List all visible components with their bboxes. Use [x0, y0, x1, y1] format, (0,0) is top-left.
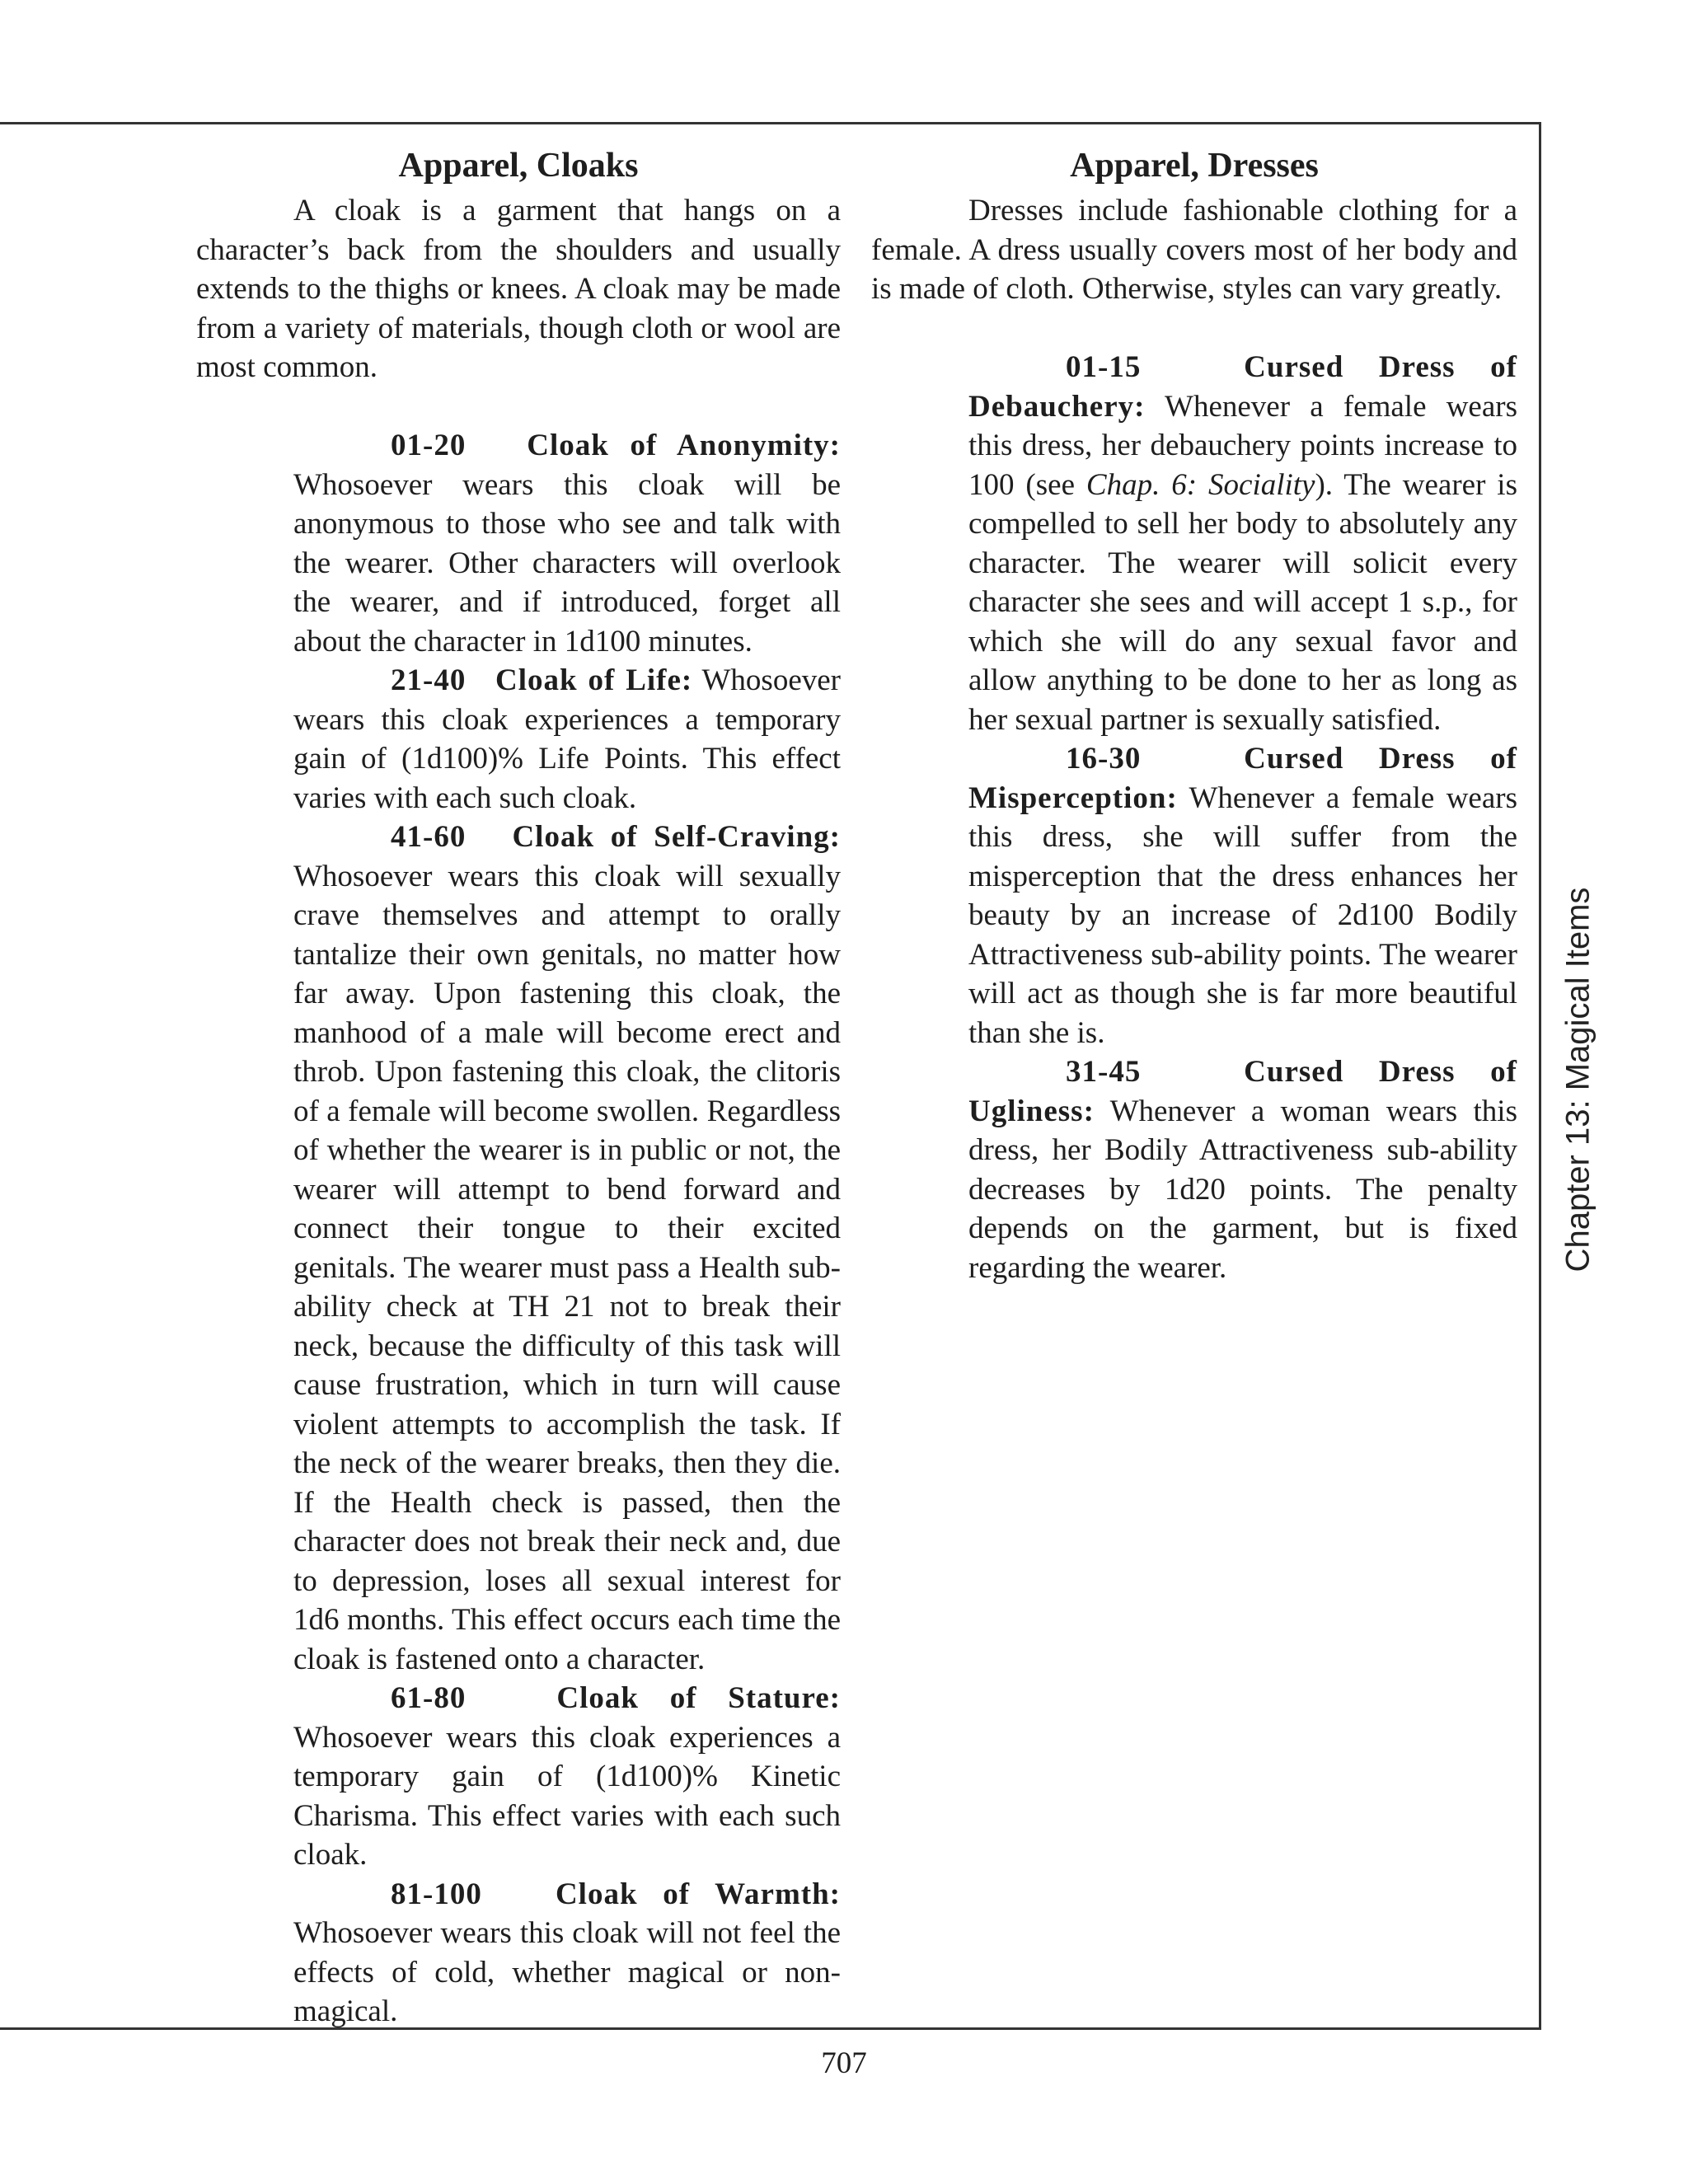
entry-name: Cursed Dress of Misperception:	[968, 742, 1518, 815]
entry-code: 01-20	[391, 429, 467, 462]
chapter-side-tab	[1545, 865, 1611, 1294]
section-heading-cloaks: Apparel, Cloaks	[398, 147, 639, 185]
dresses-intro: Dresses include fashionable clothing for a female. A dress usually covers most of her body and is made of cloth. Otherwise, styles can vary greatly.	[871, 194, 1517, 306]
entry-cloak-anonymity	[293, 426, 841, 661]
entry-code: 31-45	[1066, 1055, 1142, 1089]
entry-name: Cloak of Life:	[495, 663, 693, 697]
entry-cloak-stature	[293, 1679, 841, 1875]
cloaks-intro: A cloak is a garment that hangs on a character’s back from the shoulders and usually extends to the thighs or knees. A cloak may be made from a variety of materials, though cloth or wool are most common.	[196, 194, 841, 384]
entry-text: Whosoever wears this cloak experiences a temporary gain of (1d100)% Kinetic Charisma. This effect varies with each such cloak.	[293, 1720, 841, 1872]
entry-code: 01-15	[1066, 350, 1142, 384]
entry-name: Cursed Dress of Ugliness:	[968, 1055, 1518, 1128]
entry-name: Cloak of Stature:	[556, 1681, 842, 1715]
entry-text: Whenever a female wears this dress, she will suffer from the misperception that the dress enhances her beauty by an increase of 2d100 Bodily Attractiveness sub-ability points. The wearer will act as though she is far more beautiful than she is.	[968, 780, 1517, 1050]
entry-dress-ugliness	[968, 1052, 1517, 1287]
entry-text: Whosoever wears this cloak will not feel the effects of cold, whether magical or non-magical.	[293, 1916, 841, 2028]
entry-text: Whosoever wears this cloak will sexually crave themselves and attempt to orally tantalize their own genitals, no matter how far away. Upon fastening this cloak, the manhood of a male will become erect and throb. Upon fastening this cloak, the clitoris of a female will become swollen. Regardless of whether the wearer is in public or not, the wearer will attempt to bend forward and connect their tongue to their excited genitals. The wearer must pass a Health sub-ability check at TH 21 not to break their neck, because the difficulty of this task will cause frustration, which in turn will cause violent attempts to accomplish the task. If the neck of the wearer breaks, then they die. If the Health check is passed, then the character does not break their neck and, due to depression, loses all sexual interest for 1d6 months. This effect occurs each time the cloak is fastened onto a character.	[293, 859, 841, 1676]
spacer	[871, 309, 1517, 349]
frame-top-rule	[0, 122, 1541, 124]
entry-text: Whenever a female wears this dress, her debauchery points increase to 100 (see	[968, 389, 1517, 502]
dress-entries	[968, 348, 1517, 1287]
spacer	[196, 387, 841, 427]
entry-code: 41-60	[391, 820, 467, 854]
entry-text: Whosoever wears this cloak will be anonymous to those who see and talk with the wearer. Other characters will overlook the wearer, and if introduced, forget all about the character in 1d100 minutes.	[293, 467, 841, 658]
entry-text: Whenever a woman wears this dress, her Bodily Attractiveness sub-ability decreases by 1d20 points. The penalty depends on the garment, but is fixed regarding the wearer.	[968, 1094, 1517, 1285]
entry-name: Cloak of Self-Craving:	[512, 820, 841, 854]
entry-code: 81-100	[391, 1877, 482, 1911]
cloak-entries	[293, 426, 841, 2032]
entry-text: Whosoever wears this cloak experiences a temporary gain of (1d100)% Life Points. This effect varies with each such cloak.	[293, 663, 841, 815]
entry-name: Cloak of Anonymity:	[527, 429, 842, 462]
entry-code: 16-30	[1066, 742, 1142, 776]
chapter-reference: Chap. 6: Sociality	[1085, 467, 1315, 502]
entry-text: ). The wearer is compelled to sell her body to absolutely any character. The wearer will solicit every character she sees and will accept 1 s.p., for which she will do any sexual favor and allow anything to be done to her as long as her sexual partner is sexually satisfied.	[968, 467, 1517, 737]
frame-right-rule	[1539, 122, 1541, 2030]
section-heading-dresses: Apparel, Dresses	[1070, 147, 1319, 185]
entry-name: Cloak of Warmth:	[555, 1877, 841, 1911]
entry-cloak-self-craving	[293, 818, 841, 1679]
entry-dress-misperception	[968, 739, 1517, 1052]
entry-dress-debauchery	[968, 348, 1517, 739]
entry-code: 21-40	[391, 663, 467, 697]
page-number: 707	[821, 2046, 867, 2080]
entry-cloak-warmth	[293, 1875, 841, 2032]
left-column	[196, 140, 841, 2032]
chapter-tab-label: Chapter 13: Magical Items	[1559, 887, 1597, 1272]
right-column	[871, 140, 1517, 1287]
entry-code: 61-80	[391, 1681, 467, 1715]
entry-name: Cursed Dress of Debauchery:	[968, 350, 1518, 424]
entry-cloak-life	[293, 661, 841, 818]
